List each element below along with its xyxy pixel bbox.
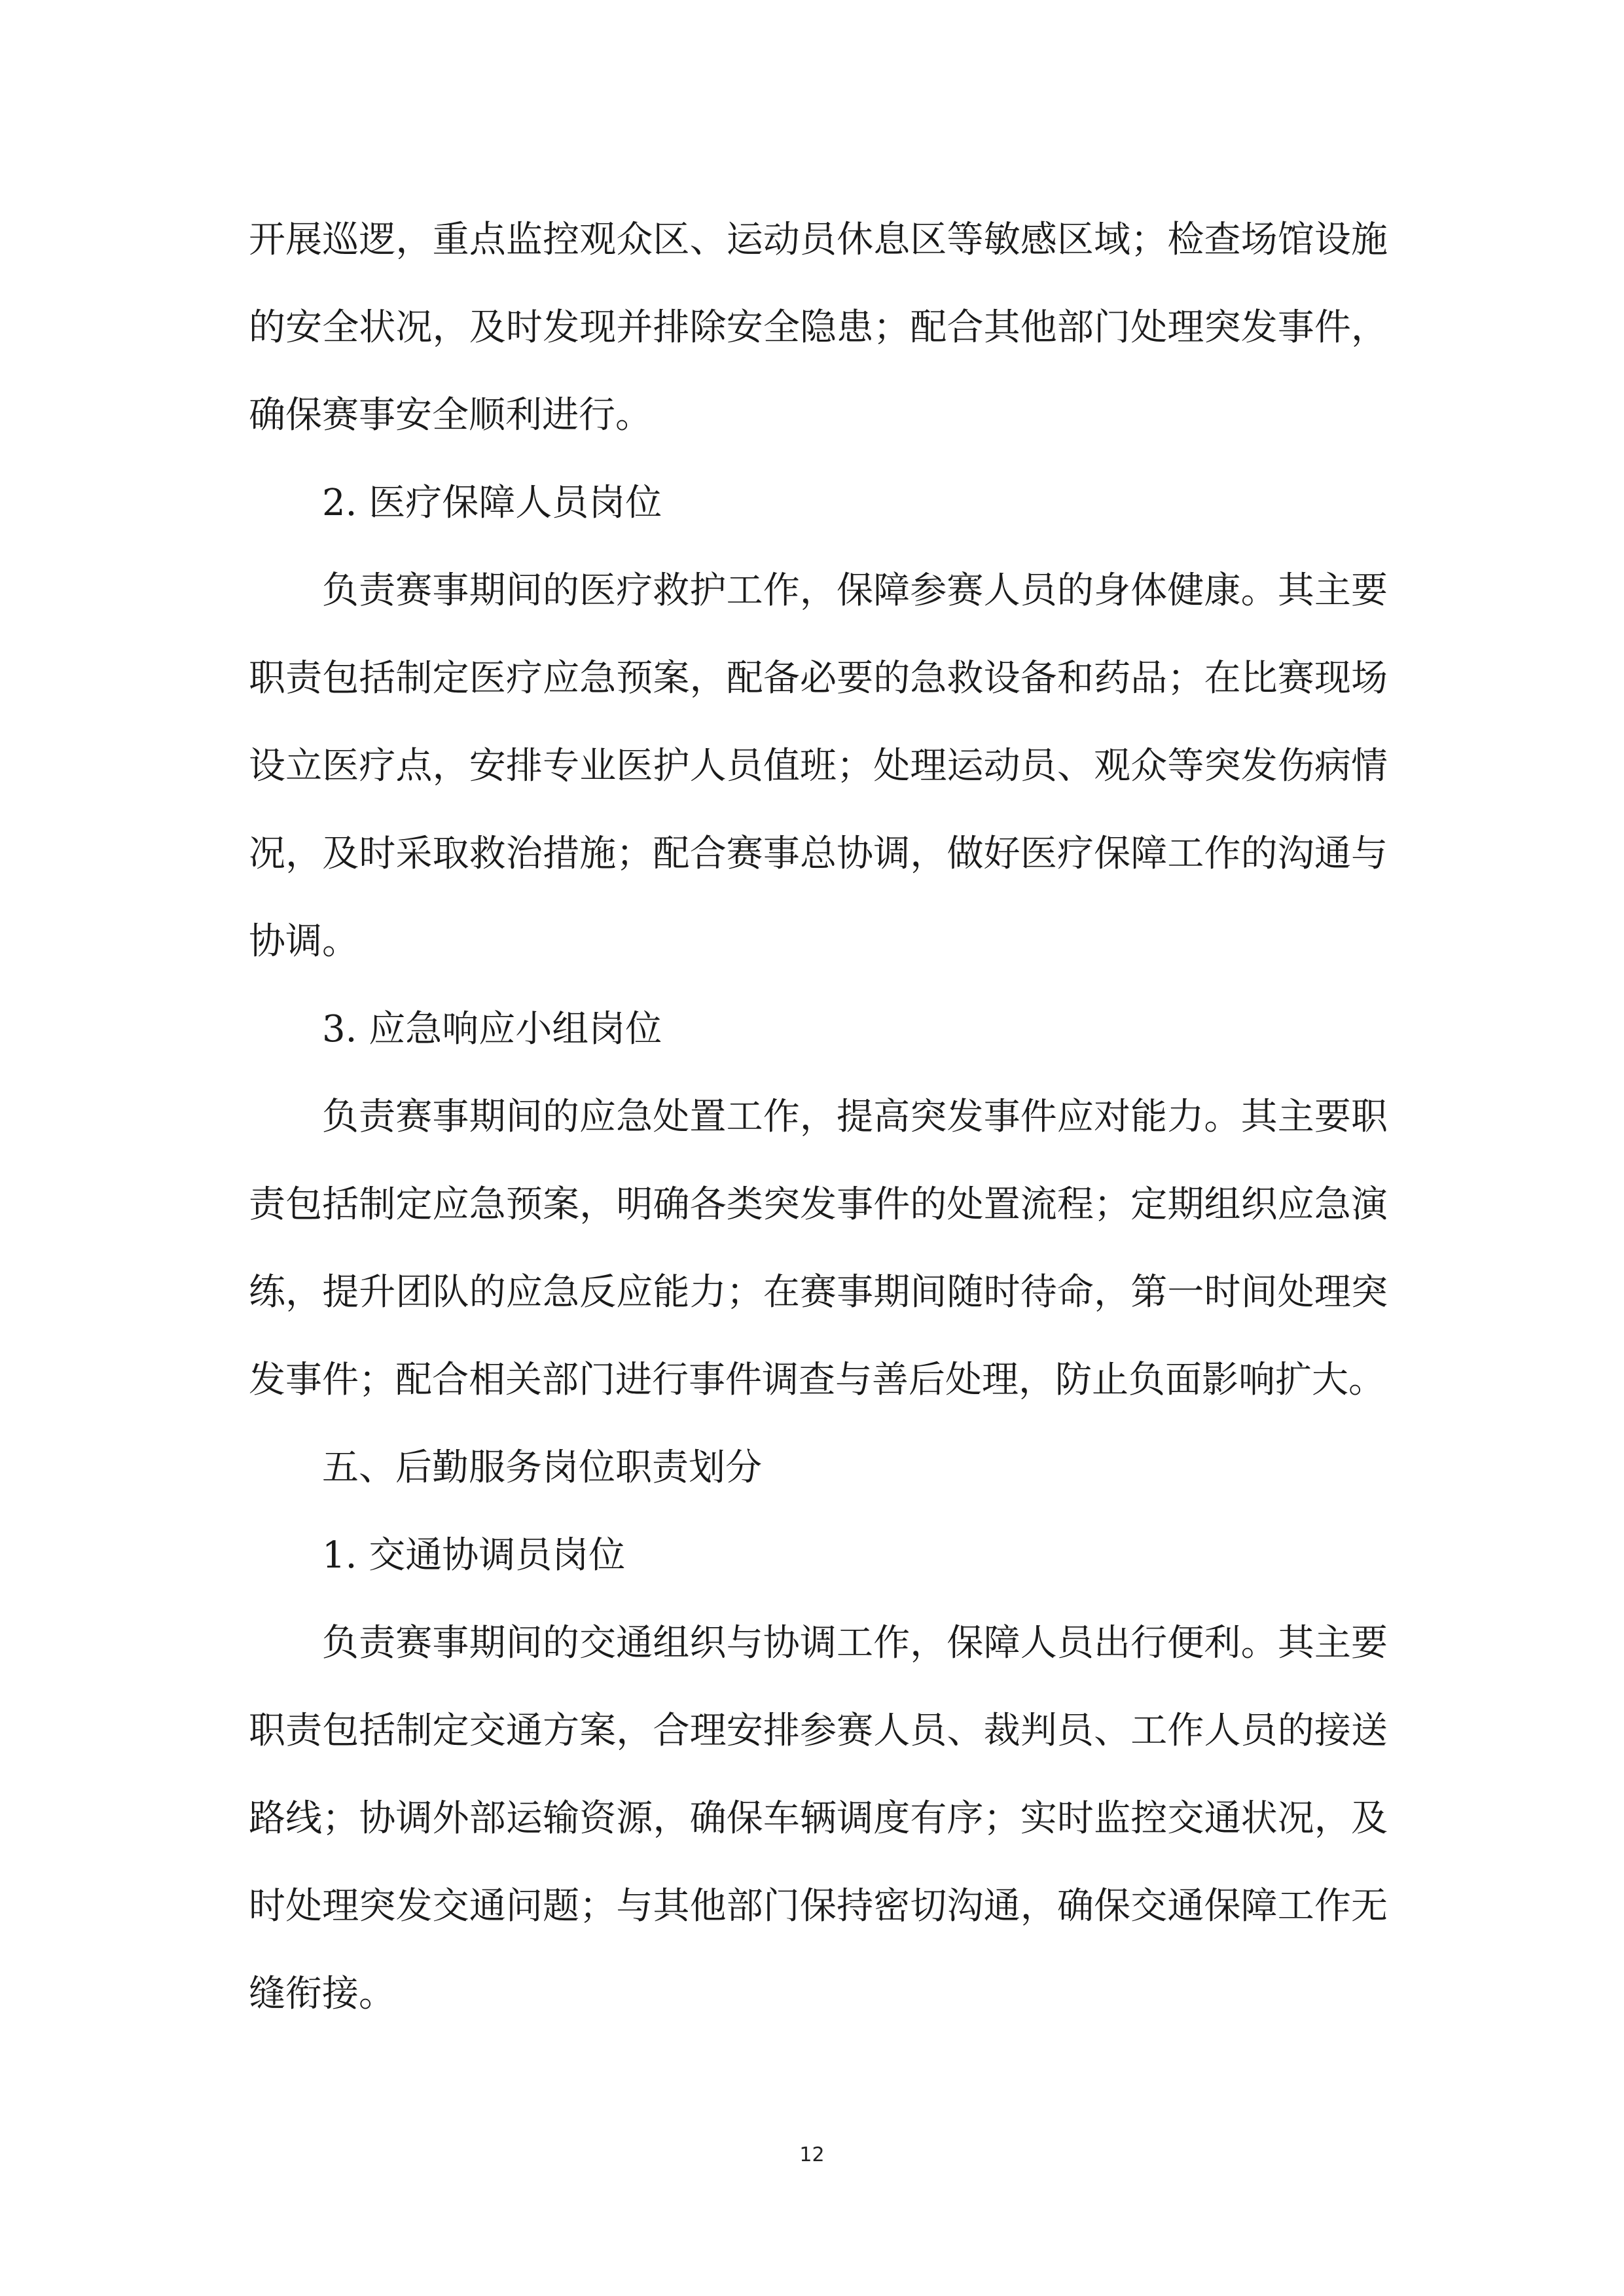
paragraph-security-continuation: 开展巡逻，重点监控观众区、运动员休息区等敏感区域；检查场馆设施的安全状况，及时发现并排除安全隐患；配合其他部门处理突发事件，确保赛事安全顺利进行。 bbox=[249, 219, 1388, 437]
heading-traffic-coordinator: 1. 交通协调员岗位 bbox=[322, 1534, 626, 1577]
page-number: 12 bbox=[799, 2144, 825, 2166]
heading-emergency-team: 3. 应急响应小组岗位 bbox=[322, 1008, 662, 1050]
section-heading-logistics: 五、后勤服务岗位职责划分 bbox=[322, 1446, 762, 1489]
page-body bbox=[249, 196, 1388, 2038]
paragraph-emergency-duties: 负责赛事期间的应急处置工作，提高突发事件应对能力。其主要职责包括制定应急预案，明确各类突发事件的处置流程；定期组织应急演练，提升团队的应急反应能力；在赛事期间随时待命，第一时间处理突发事件；配合相关部门进行事件调查与善后处理，防止负面影响扩大。 bbox=[249, 1096, 1388, 1401]
heading-medical-staff: 2. 医疗保障人员岗位 bbox=[322, 482, 662, 524]
paragraph-medical-duties: 负责赛事期间的医疗救护工作，保障参赛人员的身体健康。其主要职责包括制定医疗应急预案，配备必要的急救设备和药品；在比赛现场设立医疗点，安排专业医护人员值班；处理运动员、观众等突发伤病情况，及时采取救治措施；配合赛事总协调，做好医疗保障工作的沟通与协调。 bbox=[249, 569, 1388, 963]
paragraph-traffic-duties: 负责赛事期间的交通组织与协调工作，保障人员出行便利。其主要职责包括制定交通方案，合理安排参赛人员、裁判员、工作人员的接送路线；协调外部运输资源，确保车辆调度有序；实时监控交通状况，及时处理突发交通问题；与其他部门保持密切沟通，确保交通保障工作无缝衔接。 bbox=[249, 1622, 1388, 2015]
